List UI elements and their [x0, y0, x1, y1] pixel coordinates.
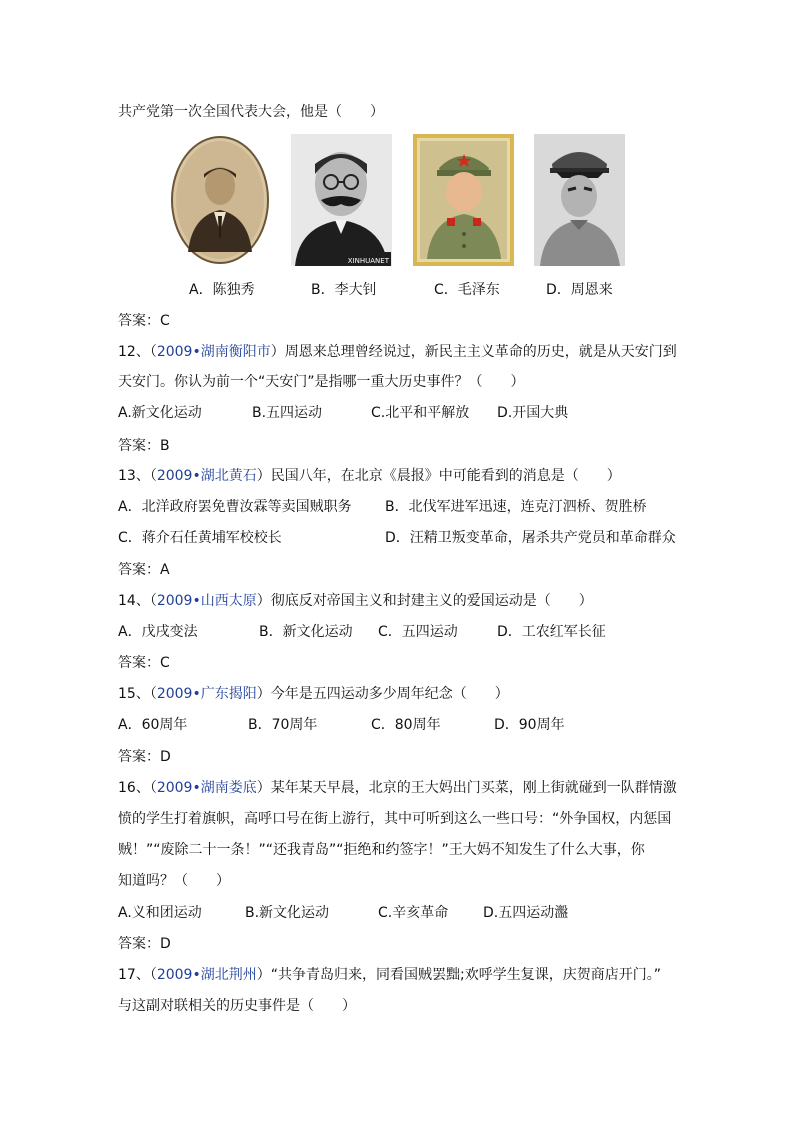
q16-stem-line3: 贼！”“废除二十一条！”“还我青岛”“拒绝和约签字！”王大妈不知发生了什么大事，你: [118, 842, 645, 858]
q11-option-d: D．周恩来: [546, 282, 613, 298]
q11-option-a: A．陈独秀: [189, 282, 255, 298]
q14-option-b: B．新文化运动: [259, 624, 353, 640]
q17-text: “共争青岛归来，同看国贼罢黜;欢呼学生复课，庆贺商店开门。”: [270, 967, 661, 983]
q13-option-c: C．蒋介石任黄埔军校校长: [118, 530, 282, 546]
q12-source: 2009•湖南衡阳市: [156, 344, 271, 360]
q14-source: 2009•山西太原: [156, 593, 257, 609]
q14-option-a: A．戊戌变法: [118, 624, 198, 640]
q15-source: 2009•广东揭阳: [156, 686, 257, 702]
q12-text: 周恩来总理曾经说过，新民主主义革命的历史，就是从天安门到: [284, 344, 677, 360]
q13-stem: 13、（2009•湖北黄石）民国八年，在北京《晨报》中可能看到的消息是（ ）: [118, 468, 621, 484]
q12-option-d: D.开国大典: [497, 405, 569, 421]
q14-option-c: C．五四运动: [378, 624, 458, 640]
q11-answer: 答案：C: [118, 313, 170, 329]
q11-option-b: B．李大钊: [311, 282, 377, 298]
q16-answer: 答案：D: [118, 936, 171, 952]
q16-text: 某年某天早晨，北京的王大妈出门买菜，刚上街就碰到一队群情激: [270, 780, 677, 796]
q12-number: 12、（: [118, 344, 157, 360]
q15-answer: 答案：D: [118, 749, 171, 765]
q14-text: 彻底反对帝国主义和封建主义的爱国运动是（ ）: [270, 593, 593, 609]
q12-option-c: C.北平和平解放: [371, 405, 470, 421]
q15-option-d: D．90周年: [494, 717, 565, 733]
portrait-li-dazhao-image: [291, 134, 392, 266]
q17-source: 2009•湖北荆州: [156, 967, 257, 983]
q16-stem: 16、（2009•湖南娄底）某年某天早晨，北京的王大妈出门买菜，刚上街就碰到一队群情激: [118, 780, 677, 796]
q17-stem: 17、（2009•湖北荆州）“共争青岛归来，同看国贼罢黜;欢呼学生复课，庆贺商店开门。”: [118, 967, 661, 983]
q16-stem-line4: 知道吗？（ ）: [118, 873, 230, 889]
q13-option-a: A．北洋政府罢免曹汝霖等卖国贼职务: [118, 499, 352, 515]
q15-text: 今年是五四运动多少周年纪念（ ）: [270, 686, 509, 702]
q16-stem-line2: 愤的学生打着旗帜，高呼口号在街上游行，其中可听到这么一些口号：“外争国权，内惩国: [118, 811, 672, 827]
q12-option-b: B.五四运动: [252, 405, 323, 421]
portrait-zhou-enlai-image: [534, 134, 625, 266]
q15-option-a: A．60周年: [118, 717, 188, 733]
q16-source: 2009•湖南娄底: [156, 780, 257, 796]
q12-answer: 答案：B: [118, 438, 170, 454]
xinhuanet-watermark: XINHUANET: [347, 257, 389, 265]
q11-stem-end: 共产党第一次全国代表大会，他是（ ）: [118, 104, 384, 120]
portrait-chen-duxiu-image: [170, 134, 270, 266]
portrait-mao-zedong-image: [413, 134, 514, 266]
q16-option-a: A.义和团运动: [118, 905, 202, 921]
q12-stem-line2: 天安门。你认为前一个“天安门”是指哪一重大历史事件？（ ）: [118, 374, 525, 390]
q13-option-b: B．北伐军进军迅速，连克汀泗桥、贺胜桥: [385, 499, 647, 515]
q15-option-c: C．80周年: [371, 717, 441, 733]
q15-stem: 15、（2009•广东揭阳）今年是五四运动多少周年纪念（ ）: [118, 686, 509, 702]
q15-option-b: B．70周年: [248, 717, 318, 733]
q13-source: 2009•湖北黄石: [156, 468, 257, 484]
q14-answer: 答案：C: [118, 655, 170, 671]
q14-stem: 14、（2009•山西太原）彻底反对帝国主义和封建主义的爱国运动是（ ）: [118, 593, 593, 609]
q16-option-d: D.五四运动瀊: [483, 905, 569, 921]
q11-option-c: C．毛泽东: [434, 282, 500, 298]
q17-stem-line2: 与这副对联相关的历史事件是（ ）: [118, 998, 356, 1014]
q13-text: 民国八年，在北京《晨报》中可能看到的消息是（ ）: [270, 468, 621, 484]
q16-option-b: B.新文化运动: [245, 905, 330, 921]
q16-option-c: C.辛亥革命: [378, 905, 449, 921]
q12-stem: 12、（2009•湖南衡阳市）周恩来总理曾经说过，新民主主义革命的历史，就是从天安门到: [118, 344, 677, 360]
q13-option-d: D．汪精卫叛变革命，屠杀共产党员和革命群众: [385, 530, 676, 546]
q14-option-d: D．工农红军长征: [497, 624, 606, 640]
q13-answer: 答案：A: [118, 562, 170, 578]
q12-option-a: A.新文化运动: [118, 405, 202, 421]
